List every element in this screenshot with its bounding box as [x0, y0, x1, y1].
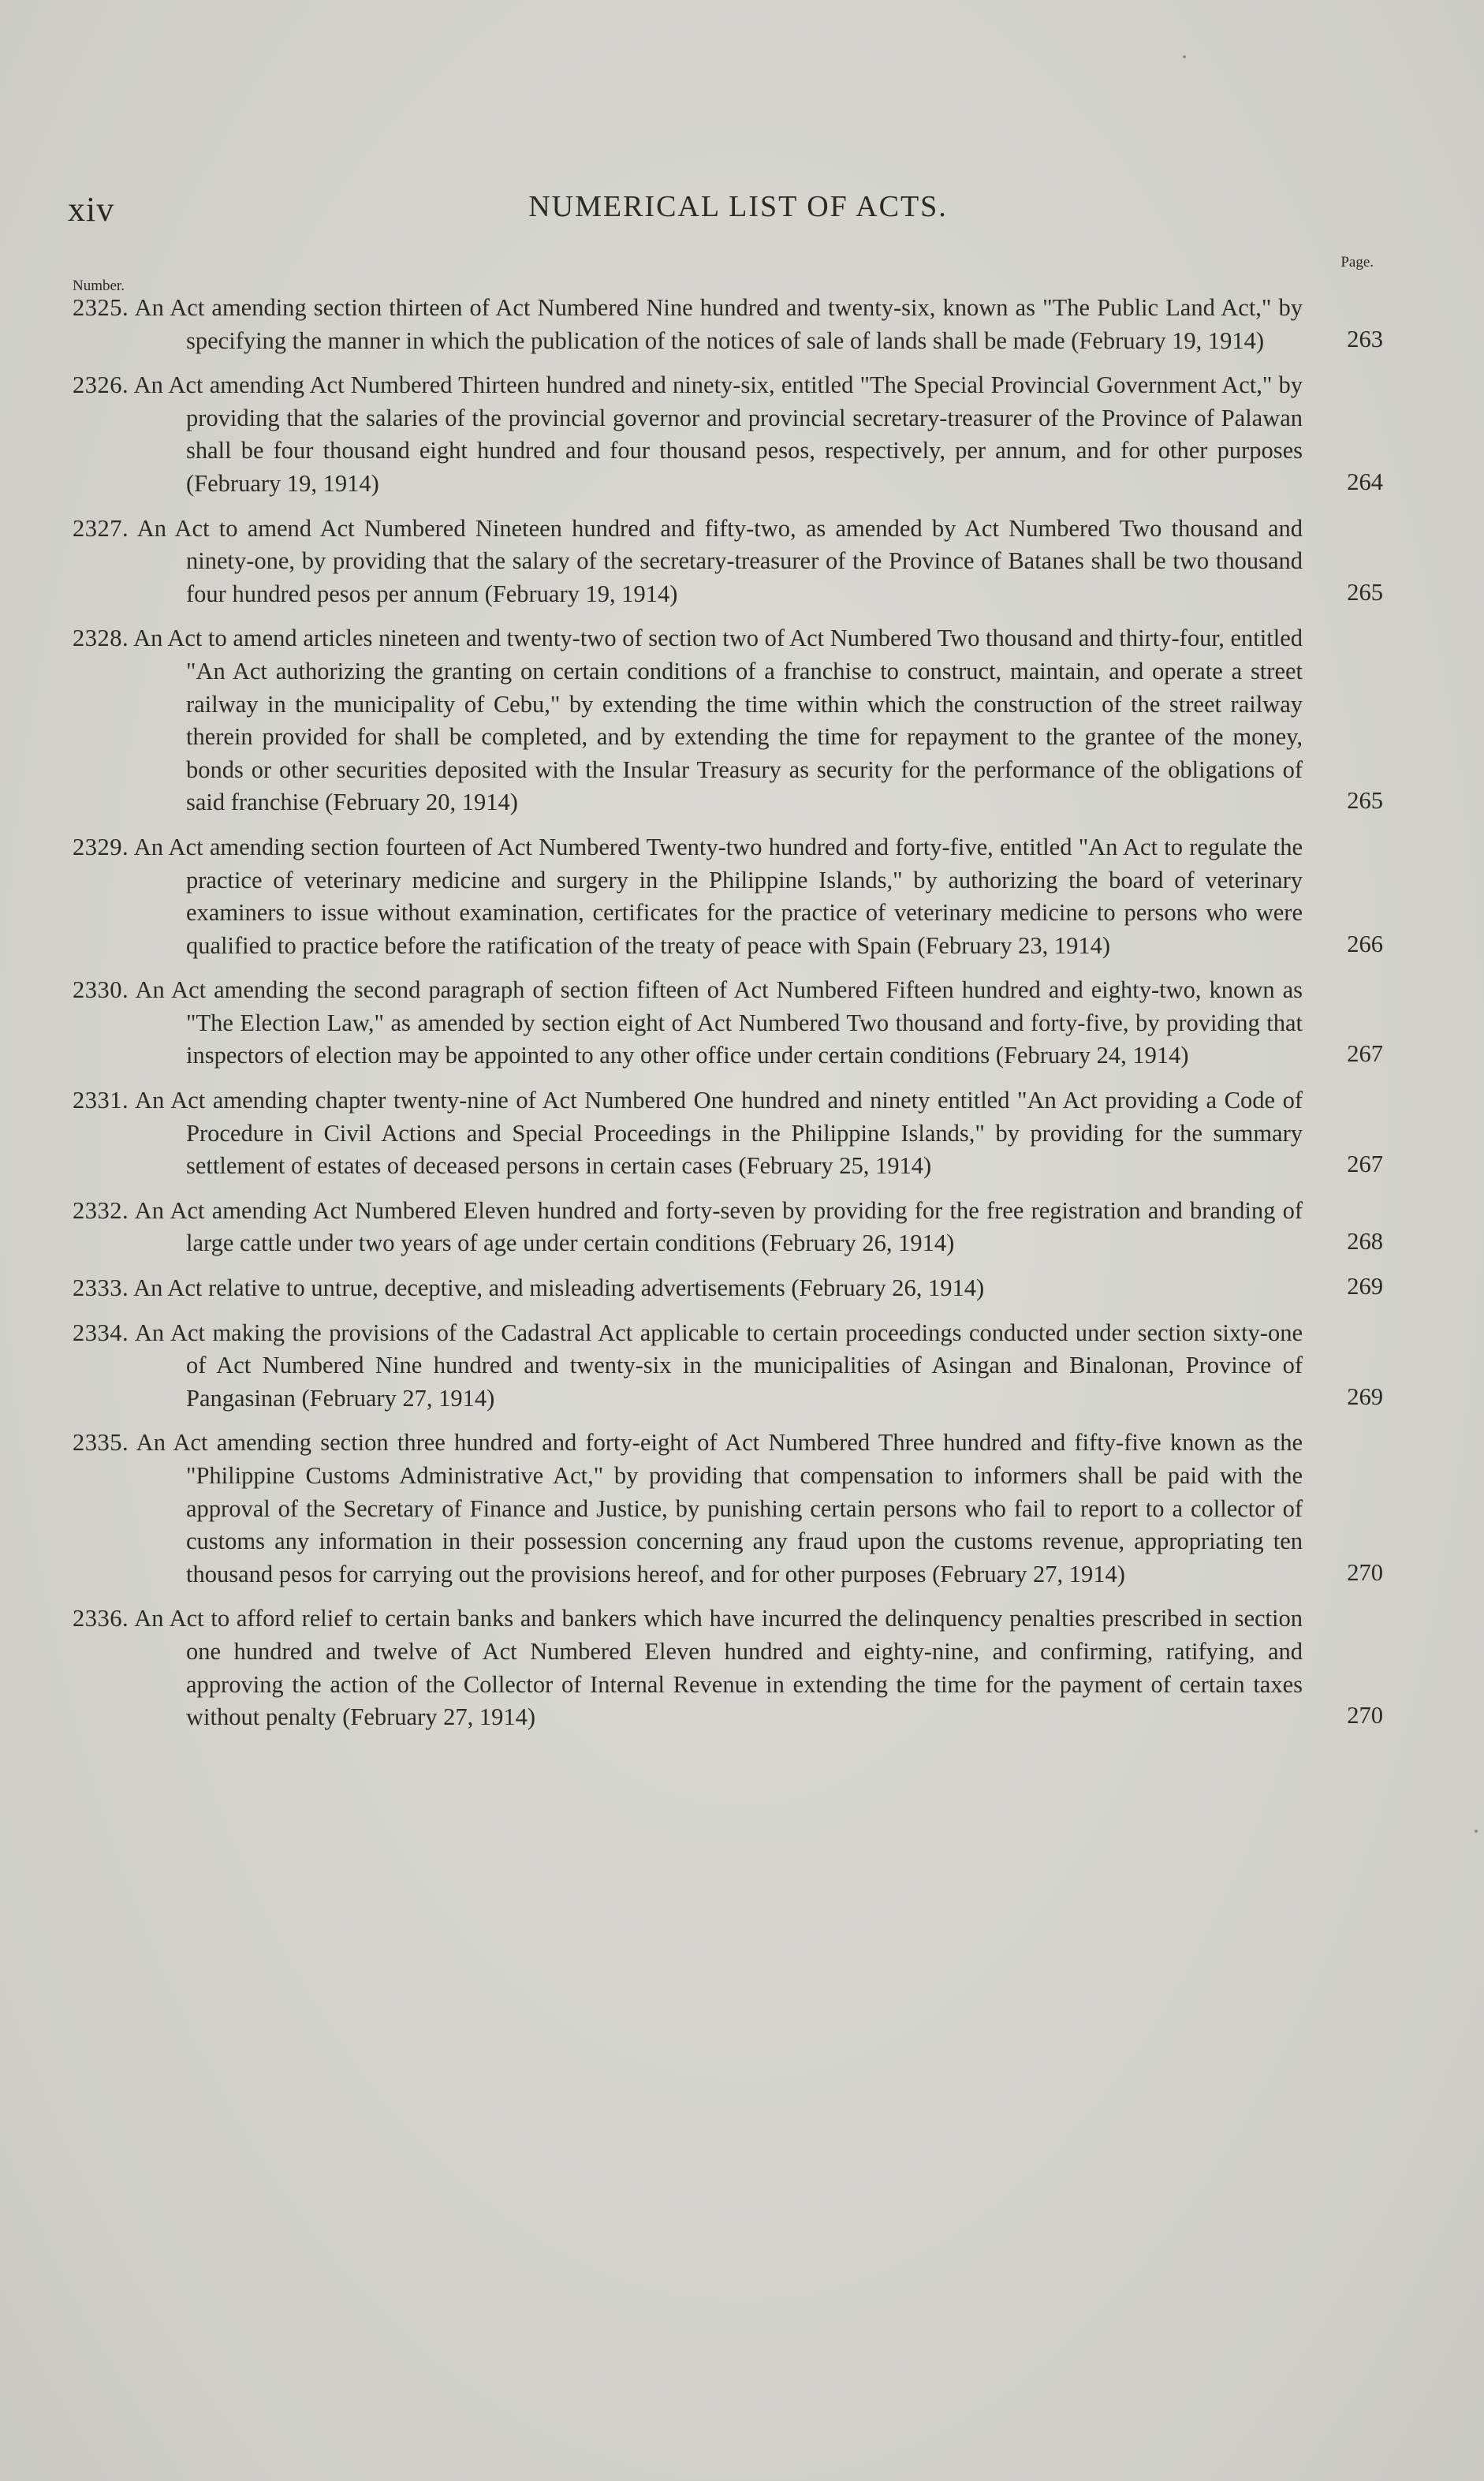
page-number: 270 [1347, 1702, 1383, 1729]
act-number: 2328. [73, 625, 129, 652]
act-number: 2329. [73, 833, 129, 860]
list-item [73, 513, 1383, 611]
page-number: 270 [1347, 1558, 1383, 1586]
page-column-label: Page. [1340, 254, 1374, 270]
act-title: An Act amending section fourteen of Act Numbered Twenty-two hundred and forty-five, entitled "An Act to regulate the practice of veterinary medicine and surgery in the Philippine Islands," by authorizing the board of veterinary examiners to issue without examination, certificates for the practice of veterinary medicine to persons who were qualified to practice before the ratification of the treaty of peace with Spain (February 23, 1914) [133, 833, 1303, 959]
page-number: 266 [1347, 930, 1383, 957]
acts-list [73, 292, 1383, 1746]
act-title: An Act amending Act Numbered Thirteen hundred and ninety-six, entitled "The Special Provincial Government Act," by providing that the salaries of the provincial governor and provincial secretary-treasurer of the Province of Palawan shall be four thousand eight hundred and four thousand pesos, respectively, per annum, and for other purposes (February 19, 1914) [133, 371, 1303, 497]
act-number: 2325. [73, 294, 129, 321]
list-item [73, 831, 1383, 962]
page-number: 268 [1347, 1228, 1383, 1255]
list-item [73, 1602, 1383, 1733]
list-item [73, 1195, 1383, 1260]
act-number: 2331. [73, 1087, 129, 1114]
entry-text [73, 1272, 1303, 1305]
act-title: An Act amending Act Numbered Eleven hundred and forty-seven by providing for the free registration and branding of large cattle under two years of age under certain conditions (February 26, 1914) [134, 1196, 1303, 1257]
list-item [73, 292, 1383, 357]
entry-text [73, 622, 1303, 819]
number-column-label: Number. [73, 278, 125, 294]
page-number: 265 [1347, 787, 1383, 815]
page-folio: xiv [68, 190, 115, 229]
act-title: An Act to afford relief to certain banks and bankers which have incurred the delinquency penalties prescribed in section one hundred and twelve of Act Numbered Eleven hundred and eighty-nine, and confirming, ratifying, and approving the action of the Collector of Internal Revenue in extending the time for the payment of certain taxes without penalty (February 27, 1914) [134, 1605, 1303, 1731]
act-number: 2336. [73, 1605, 129, 1632]
entry-text [73, 1602, 1303, 1733]
page-number: 265 [1347, 578, 1383, 606]
page-number: 267 [1347, 1040, 1383, 1068]
entry-text [73, 513, 1303, 611]
act-title: An Act relative to untrue, deceptive, and misleading advertisements (February 26, 1914) [133, 1274, 985, 1302]
page-number: 269 [1347, 1382, 1383, 1410]
list-item [73, 369, 1383, 500]
entry-text [73, 1195, 1303, 1260]
entry-text [73, 974, 1303, 1073]
act-number: 2333. [73, 1274, 129, 1302]
entry-text [73, 292, 1303, 357]
paper-speck [1475, 1830, 1478, 1833]
act-number: 2335. [73, 1429, 129, 1457]
entry-text [73, 1084, 1303, 1183]
entry-text [73, 1317, 1303, 1416]
act-number: 2327. [73, 514, 129, 542]
act-title: An Act amending the second paragraph of section fifteen of Act Numbered Fifteen hundred and eighty-two, known as "The Election Law," as amended by section eight of Act Numbered Two thousand and forty-five, by providing that inspectors of election may be appointed to any other office under certain conditions (February 24, 1914) [135, 976, 1303, 1069]
list-item [73, 974, 1383, 1073]
act-title: An Act amending section three hundred and forty-eight of Act Numbered Three hundred and fifty-five known as the "Philippine Customs Administrative Act," by providing that compensation to informers shall be paid with the approval of the Secretary of Finance and Justice, by punishing certain persons who fail to report to a collector of customs any information in their possession concerning any fraud upon the customs revenue, appropriating ten thousand pesos for carrying out the provisions hereof, and for other purposes (February 27, 1914) [136, 1429, 1303, 1587]
page-header [68, 189, 1408, 237]
paper-speck [1183, 55, 1186, 58]
act-number: 2326. [73, 371, 129, 399]
act-number: 2330. [73, 976, 129, 1004]
page-number: 264 [1347, 468, 1383, 495]
list-item [73, 1317, 1383, 1416]
entry-text [73, 369, 1303, 500]
list-item [73, 1427, 1383, 1591]
entry-text [73, 1427, 1303, 1591]
running-title: NUMERICAL LIST OF ACTS. [528, 190, 948, 223]
page-number: 269 [1347, 1273, 1383, 1300]
act-title: An Act amending section thirteen of Act Numbered Nine hundred and twenty-six, known as "The Public Land Act," by specifying the manner in which the publication of the notices of sale of lands shall be made (February 19, 1914) [134, 294, 1303, 354]
act-title: An Act making the provisions of the Cadastral Act applicable to certain proceedings conducted under section sixty-one of Act Numbered Nine hundred and twenty-six in the municipalities of Asingan and Binalonan, Province of Pangasinan (February 27, 1914) [134, 1319, 1303, 1412]
act-title: An Act to amend Act Numbered Nineteen hundred and fifty-two, as amended by Act Numbered Two thousand and ninety-one, by providing that the salary of the secretary-treasurer of the Province of Batanes shall be two thousand four hundred pesos per annum (February 19, 1914) [136, 514, 1303, 607]
list-item [73, 622, 1383, 819]
list-item [73, 1272, 1383, 1305]
page-number: 263 [1347, 325, 1383, 353]
act-title: An Act to amend articles nineteen and twenty-two of section two of Act Numbered Two thousand and thirty-four, entitled "An Act authorizing the granting on certain conditions of a franchise to construct, maintain, and operate a street railway in the municipality of Cebu," by extending the time within which the construction of the street railway therein provided for shall be completed, and by extending the time for repayment to the grantee of the money, bonds or other securities deposited with the Insular Treasury as security for the performance of the obligations of said franchise (February 20, 1914) [133, 625, 1303, 816]
column-labels [73, 254, 1374, 294]
act-title: An Act amending chapter twenty-nine of Act Numbered One hundred and ninety entitled "An Act providing a Code of Procedure in Civil Actions and Special Proceedings in the Philippine Islands," by providing for the summary settlement of estates of deceased persons in certain cases (February 25, 1914) [135, 1087, 1303, 1180]
act-number: 2332. [73, 1196, 129, 1224]
entry-text [73, 831, 1303, 962]
page-number: 267 [1347, 1151, 1383, 1178]
list-item [73, 1084, 1383, 1183]
act-number: 2334. [73, 1319, 129, 1346]
